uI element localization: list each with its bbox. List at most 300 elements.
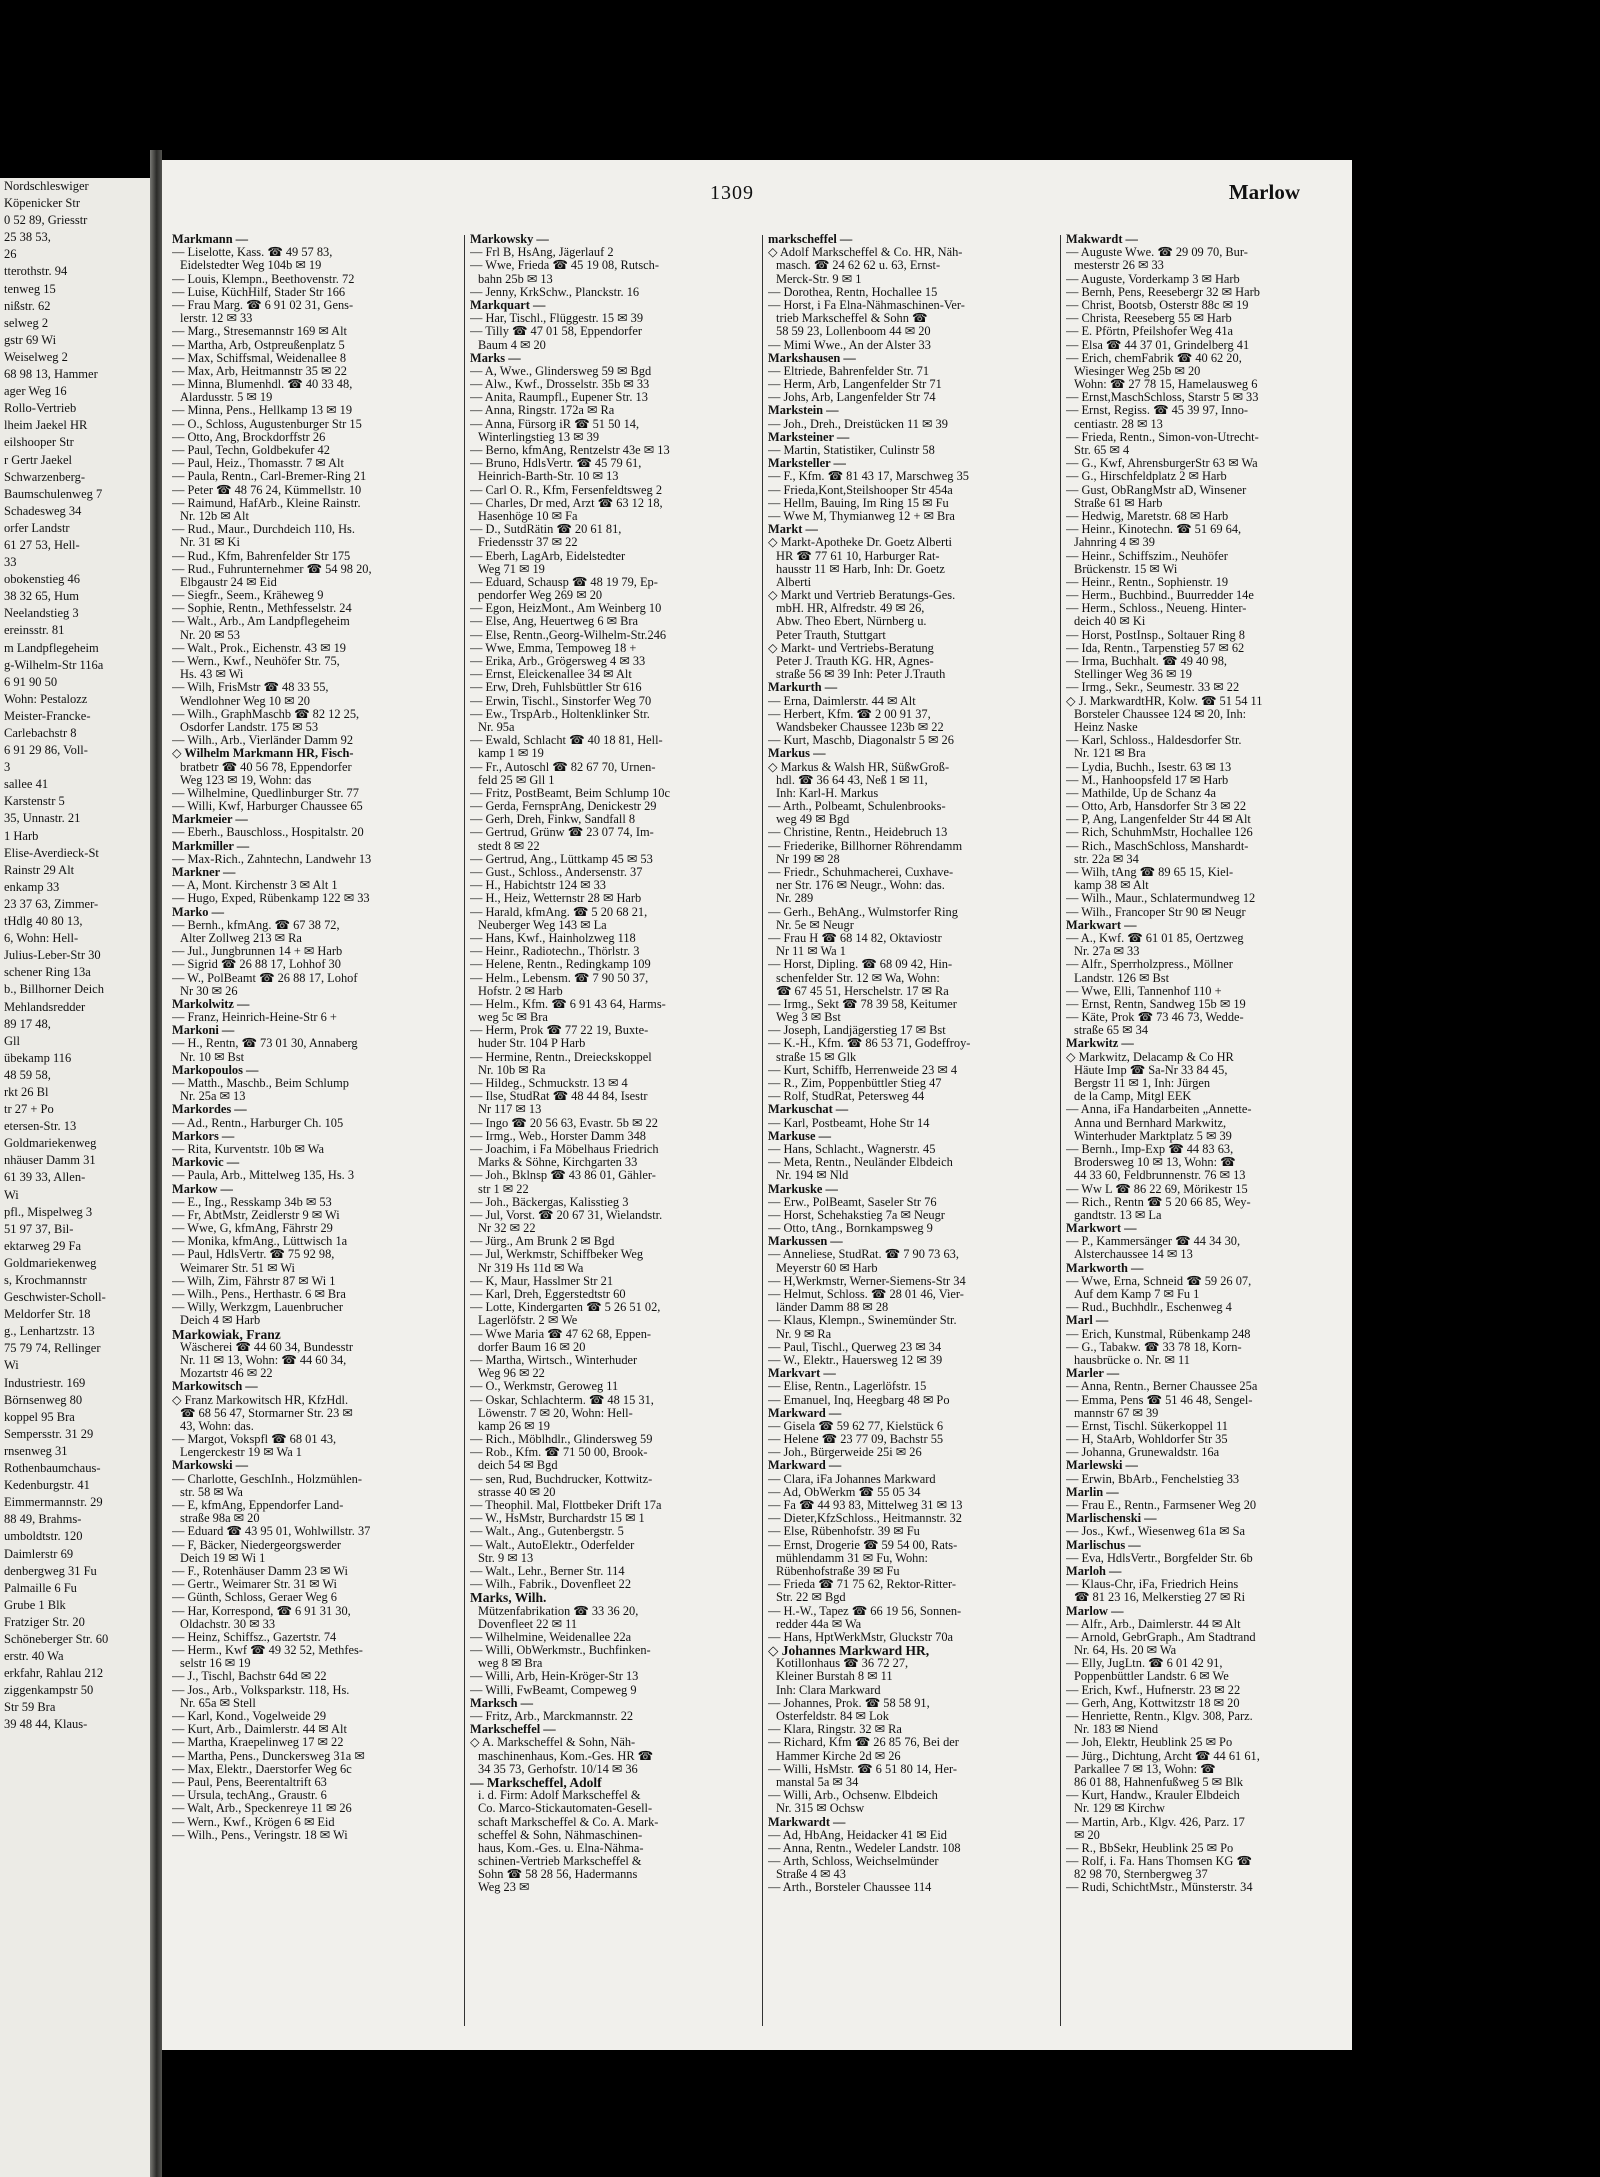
directory-entry-line: — Herm., Schloss., Neueng. Hinter- bbox=[1066, 602, 1247, 616]
left-page-line: ektarweg 29 Fa bbox=[4, 1238, 82, 1253]
directory-entry-line: — Paula, Rentn., Carl-Bremer-Ring 21 bbox=[172, 470, 367, 484]
directory-entry-line: Jahnring 4 ✉ 39 bbox=[1074, 536, 1155, 550]
directory-entry-line: — H,Werkmstr, Werner-Siemens-Str 34 bbox=[768, 1274, 966, 1288]
left-page-line: Mehlandsredder bbox=[4, 999, 86, 1014]
directory-entry-line: — Wilh., Pens., Herthastr. 6 ✉ Bra bbox=[172, 1288, 346, 1301]
directory-entry-line: — Hermine, Rentn., Dreieckskoppel bbox=[470, 1050, 652, 1064]
directory-entry-line: Stellinger Weg 36 ✉ 19 bbox=[1074, 668, 1192, 682]
directory-entry-line: — Bernh., Imp-Exp ☎ 44 83 63, bbox=[1066, 1142, 1234, 1156]
directory-entry-line: — Frieda,Kont,Steilshooper Str 454a bbox=[768, 483, 953, 497]
directory-entry-line: Nr. 12b ✉ Alt bbox=[180, 509, 249, 523]
directory-entry-line: — Alfr., Arb., Daimlerstr. 44 ✉ Alt bbox=[1066, 1617, 1241, 1631]
directory-entry-line: Wendlohner Weg 10 ✉ 20 bbox=[180, 694, 310, 708]
directory-entry-line: — Erw, Dreh, Fuhlsbüttler Str 616 bbox=[470, 681, 642, 695]
left-page-line: rkt 26 Bl bbox=[4, 1084, 49, 1099]
left-page-line: pfl., Mispelweg 3 bbox=[4, 1204, 93, 1219]
directory-entry-line: — M., Hanhoopsfeld 17 ✉ Harb bbox=[1066, 773, 1229, 787]
directory-entry-line: — Dorothea, Rentn, Hochallee 15 bbox=[768, 285, 938, 299]
directory-entry-line: Lengerckestr 19 ✉ Wa 1 bbox=[180, 1446, 303, 1460]
left-page-line: 68 98 13, Hammer bbox=[4, 367, 98, 382]
directory-entry-line: — Tilly ☎ 47 01 58, Eppendorfer bbox=[470, 325, 643, 339]
directory-entry-line: — Eltriede, Bahrenfelder Str. 71 bbox=[768, 364, 930, 378]
directory-entry-line: — Theophil. Mal, Flottbeker Drift 17a bbox=[470, 1499, 662, 1512]
directory-entry-line: — Walt, Arb., Speckenreye 11 ✉ 26 bbox=[172, 1802, 352, 1816]
directory-entry-line: — Lotte, Kindergarten ☎ 5 26 51 02, bbox=[470, 1301, 661, 1315]
directory-entry-line: Nr. 9 ✉ Ra bbox=[776, 1327, 832, 1341]
left-page-line: Str 59 Bra bbox=[4, 1700, 56, 1715]
directory-entry-line: — Käte, Prok ☎ 73 46 73, Wedde- bbox=[1066, 1011, 1244, 1025]
directory-entry-line: HR ☎ 77 61 10, Harburger Rat- bbox=[776, 549, 940, 563]
left-page-line: 26 bbox=[4, 247, 17, 262]
directory-entry-line: — P, Ang, Langenfelder Str 44 ✉ Alt bbox=[1066, 813, 1251, 827]
directory-entry-line: Wiesinger Weg 25b ✉ 20 bbox=[1074, 364, 1201, 378]
directory-entry-line: — Ilse, StudRat ☎ 48 44 84, Isestr bbox=[470, 1090, 648, 1104]
directory-entry-line: — Helene, Rentn., Redingkamp 109 bbox=[470, 958, 651, 972]
directory-entry-line: bahn 25b ✉ 13 bbox=[478, 272, 553, 286]
left-page-line: b., Billhorner Deich bbox=[4, 982, 104, 997]
directory-entry-line: — Anna, Fürsorg iR ☎ 51 50 14, bbox=[470, 417, 640, 431]
directory-entry-line: — Christine, Rentn., Heidebruch 13 bbox=[768, 826, 948, 840]
directory-entry-line: — Joh., Dreh., Dreistücken 11 ✉ 39 bbox=[768, 417, 948, 431]
directory-entry-line: — Wilhelmine, Quedlinburger Str. 77 bbox=[172, 786, 359, 800]
directory-entry-line: huder Str. 104 P Harb bbox=[478, 1037, 586, 1051]
left-page-line: Palmaille 6 Fu bbox=[4, 1580, 77, 1595]
left-page-line: Wi bbox=[4, 1187, 19, 1202]
directory-entry-line: — R., BbSekr, Heublink 25 ✉ Po bbox=[1066, 1841, 1234, 1855]
directory-entry-line: — Jul, Vorst. ☎ 20 67 31, Wielandstr. bbox=[470, 1208, 663, 1222]
directory-entry-line: weg 49 ✉ Bgd bbox=[776, 813, 850, 827]
directory-entry-line: ◇ Adolf Markscheffel & Co. HR, Näh- bbox=[768, 246, 963, 260]
directory-entry-line: — Franz, Heinrich-Heine-Str 6 + bbox=[172, 1011, 337, 1025]
directory-entry-line: Landstr. 126 ✉ Bst bbox=[1074, 971, 1170, 985]
directory-entry-line: — Wwe, Elli, Tannenhof 110 + bbox=[1066, 984, 1222, 998]
directory-entry-line: — Ernst,MaschSchloss, Starstr 5 ✉ 33 bbox=[1066, 391, 1259, 405]
directory-entry-line: — Jos., Arb., Volksparkstr. 118, Hs. bbox=[172, 1683, 350, 1697]
directory-entry-line: — K, Maur, Hasslmer Str 21 bbox=[470, 1274, 614, 1288]
directory-entry-line: Hasenhöge 10 ✉ Fa bbox=[478, 509, 578, 523]
left-page-line: Carlebachstr 8 bbox=[4, 726, 77, 740]
directory-entry-line: — Elsa ☎ 44 37 01, Grindelberg 41 bbox=[1066, 338, 1250, 352]
directory-entry-line: — Bernh, Pens, Reesebergr 32 ✉ Harb bbox=[1066, 285, 1260, 299]
directory-entry-line: Baum 4 ✉ 20 bbox=[478, 338, 546, 352]
directory-entry-line: — Egon, HeizMont., Am Weinberg 10 bbox=[470, 602, 662, 616]
directory-entry-line: Str. 22 ✉ Bgd bbox=[776, 1591, 846, 1605]
directory-entry-line: — Harald, kfmAng. ☎ 5 20 68 21, bbox=[470, 905, 648, 919]
directory-entry-line: Inh: Karl-H. Markus bbox=[776, 786, 879, 800]
directory-entry-line: — Fritz, PostBeamt, Beim Schlump 10c bbox=[470, 786, 670, 800]
column-2 bbox=[470, 233, 755, 2038]
directory-entry-line: — Paul, Tischl., Querweg 23 ✉ 34 bbox=[768, 1340, 942, 1354]
directory-entry-line: — Arnold, GebrGraph., Am Stadtrand bbox=[1066, 1630, 1256, 1644]
directory-entry-line: — Joh., Bklnsp ☎ 43 86 01, Gähler- bbox=[470, 1169, 656, 1183]
directory-entry-line: — Else, Rübenhofstr. 39 ✉ Fu bbox=[768, 1525, 920, 1539]
left-page-line: ager Weg 16 bbox=[4, 384, 67, 399]
left-page-line: tHdlg 40 80 13, bbox=[4, 914, 83, 929]
directory-entry-line: — Wwe Maria ☎ 47 62 68, Eppen- bbox=[470, 1327, 652, 1341]
directory-entry-line: — Emanuel, Inq, Heegbarg 48 ✉ Po bbox=[768, 1393, 950, 1407]
directory-entry-line: — Gertrud, Grünw ☎ 23 07 74, Im- bbox=[470, 826, 654, 840]
directory-entry-line: — Walt., Ang., Gutenbergstr. 5 bbox=[470, 1525, 624, 1539]
directory-entry-line: Elbgaustr 24 ✉ Eid bbox=[180, 575, 277, 589]
directory-entry-line: — Wern., Kwf., Neuhöfer Str. 75, bbox=[172, 655, 340, 668]
left-page-line: Börnsenweg 80 bbox=[4, 1392, 83, 1407]
directory-entry-line: — Erich, Kwf., Hufnerstr. 23 ✉ 22 bbox=[1066, 1683, 1241, 1697]
directory-entry-line: — Max, Arb, Heitmannstr 35 ✉ 22 bbox=[172, 364, 347, 378]
directory-entry-line: — Anita, Raumpfl., Eupener Str. 13 bbox=[470, 391, 648, 405]
directory-entry-line: — Fr., Autoschl ☎ 82 67 70, Urnen- bbox=[470, 760, 656, 774]
directory-entry-line: — Erwin, BbArb., Fenchelstieg 33 bbox=[1066, 1472, 1240, 1486]
directory-entry-line: Nr. 10b ✉ Ra bbox=[478, 1063, 546, 1077]
directory-entry-line: Anna und Bernhard Markwitz, bbox=[1074, 1116, 1227, 1130]
entry-heading: Marlischus — bbox=[1066, 1538, 1141, 1552]
column-4 bbox=[1066, 233, 1342, 2038]
left-page-line: 61 39 33, Allen- bbox=[4, 1170, 86, 1185]
left-page-line: erkfahr, Rahlau 212 bbox=[4, 1666, 104, 1681]
left-page-line: s, Krochmannstr bbox=[4, 1273, 87, 1287]
directory-entry-line: — Herbert, Kfm. ☎ 2 00 91 37, bbox=[768, 707, 931, 721]
directory-entry-line: — Willi, FwBeamt, Compeweg 9 bbox=[470, 1683, 637, 1697]
entry-heading: Marler — bbox=[1066, 1367, 1120, 1381]
directory-entry-line: — Carl O. R., Kfm, Fersenfeldtsweg 2 bbox=[470, 483, 663, 497]
directory-entry-line: — E. Pförtn, Pfeilshofer Weg 41a bbox=[1066, 325, 1234, 339]
directory-entry-line: Dovenfleet 22 ✉ 11 bbox=[478, 1617, 578, 1631]
directory-entry-line: mühlendamm 31 ✉ Fu, Wohn: bbox=[776, 1551, 928, 1565]
column-1 bbox=[172, 233, 457, 2038]
directory-entry-line: — Erw., PolBeamt, Saseler Str 76 bbox=[768, 1195, 937, 1209]
left-page-line: 3 bbox=[4, 760, 11, 775]
directory-entry-line: — Wilh., Maur., Schlatermundweg 12 bbox=[1066, 892, 1256, 906]
entry-heading: Marlin — bbox=[1066, 1485, 1119, 1499]
directory-entry-line: — Rud., Kfm, Bahrenfelder Str 175 bbox=[172, 549, 351, 563]
directory-entry-line: — Eberh., Bauschloss., Hospitalstr. 20 bbox=[172, 826, 364, 840]
directory-entry-line: — Martha, Kraepelinweg 17 ✉ 22 bbox=[172, 1736, 344, 1750]
directory-entry-line: — Frieda ☎ 71 75 62, Rektor-Ritter- bbox=[768, 1578, 957, 1592]
directory-entry-line: hdl. ☎ 36 64 43, Neß 1 ✉ 11, bbox=[776, 773, 928, 787]
directory-entry-line: — Rich, SchuhmMstr, Hochallee 126 bbox=[1066, 826, 1253, 840]
left-page-line: Daimlerstr 69 bbox=[4, 1546, 74, 1561]
left-page-line: Schwarzenberg- bbox=[4, 469, 85, 484]
directory-entry-line: — Wilh, FrisMstr ☎ 48 33 55, bbox=[172, 681, 329, 695]
directory-entry-line: — Horst, Dipling. ☎ 68 09 42, Hin- bbox=[768, 958, 953, 972]
directory-entry-line: schenfelder Str. 12 ✉ Wa, Wohn: bbox=[776, 971, 940, 985]
directory-entry-line: — Walt., AutoElektr., Oderfelder bbox=[470, 1538, 635, 1552]
left-page-line: Sempersstr. 31 29 bbox=[4, 1426, 94, 1441]
directory-entry-line: Wandsbeker Chaussee 123b ✉ 22 bbox=[776, 720, 944, 734]
directory-entry-line: Nr. 95a bbox=[478, 720, 515, 734]
directory-entry-line: — H.-W., Tapez ☎ 66 19 56, Sonnen- bbox=[768, 1604, 962, 1618]
directory-page bbox=[162, 160, 1352, 2050]
directory-entry-line: — Ernst, Rentn, Sandweg 15b ✉ 19 bbox=[1066, 997, 1246, 1011]
directory-entry-line: — Helm., Lebensm. ☎ 7 90 50 37, bbox=[470, 971, 649, 985]
directory-entry-line: — Ww L ☎ 86 22 69, Mörikestr 15 bbox=[1066, 1182, 1248, 1196]
directory-entry-line: str 1 ✉ 22 bbox=[478, 1182, 529, 1196]
directory-entry-line: Nr. 20 ✉ 53 bbox=[180, 628, 240, 642]
directory-entry-line: — Bruno, HdlsVertr. ☎ 45 79 61, bbox=[470, 457, 642, 471]
entry-heading: Marks — bbox=[470, 351, 521, 365]
entry-heading: Markwort — bbox=[1066, 1222, 1137, 1236]
directory-entry-line: — H., Heiz, Wetternstr 28 ✉ Harb bbox=[470, 892, 642, 906]
directory-entry-line: — Otto, Arb, Hansdorfer Str 3 ✉ 22 bbox=[1066, 800, 1247, 814]
directory-entry-line: — Ernst, Tischl. Sükerkoppel 11 bbox=[1066, 1419, 1229, 1433]
directory-entry-line: ◇ J. MarkwardtHR, Kolw. ☎ 51 54 11 bbox=[1066, 694, 1263, 708]
directory-entry-line: — Johanna, Grunewaldstr. 16a bbox=[1066, 1446, 1220, 1460]
directory-entry-line: — Har, Korrespond, ☎ 6 91 31 30, bbox=[172, 1604, 351, 1618]
directory-entry-line: Häute Imp ☎ Sa-Nr 33 84 45, bbox=[1074, 1063, 1228, 1077]
left-page-line: 48 59 58, bbox=[4, 1067, 51, 1082]
left-page-line: 39 48 44, Klaus- bbox=[4, 1717, 88, 1732]
directory-entry-line: — Christa, Reeseberg 55 ✉ Harb bbox=[1066, 312, 1232, 326]
entry-heading: Markurth — bbox=[768, 681, 838, 695]
directory-entry-line: centiastr. 28 ✉ 13 bbox=[1074, 417, 1163, 431]
directory-entry-line: Hs. 43 ✉ Wi bbox=[180, 668, 244, 682]
book-gutter bbox=[150, 150, 162, 2177]
directory-entry-line: — Willi, Arb., Ochsenw. Elbdeich bbox=[768, 1789, 938, 1803]
entry-heading: Markowiak, Franz bbox=[172, 1327, 281, 1341]
directory-entry-line: — Gerh., BehAng., Wulmstorfer Ring bbox=[768, 905, 958, 919]
directory-entry-line: — F., Kfm. ☎ 81 43 17, Marschweg 35 bbox=[768, 470, 969, 484]
directory-entry-line: weg 8 ✉ Bra bbox=[478, 1657, 543, 1671]
directory-entry-line: — Rolf, i. Fa. Hans Thomsen KG ☎ bbox=[1066, 1855, 1252, 1869]
directory-entry-line: — Fritz, Arb., Marckmannstr. 22 bbox=[470, 1710, 634, 1723]
directory-entry-line: deich 40 ✉ Ki bbox=[1074, 615, 1146, 629]
directory-entry-line: Weg 71 ✉ 19 bbox=[478, 562, 545, 576]
directory-entry-line: — Gust., Schloss., Andersenstr. 37 bbox=[470, 866, 643, 879]
directory-entry-line: — Heinr., Schiffszim., Neuhöfer bbox=[1066, 549, 1228, 563]
directory-entry-line: — K.-H., Kfm. ☎ 86 53 71, Godeffroy- bbox=[768, 1037, 971, 1051]
directory-entry-line: Oldachstr. 30 ✉ 33 bbox=[180, 1617, 276, 1631]
directory-entry-line: — Bernh., kfmAng. ☎ 67 38 72, bbox=[172, 918, 340, 932]
left-page-line: 6, Wohn: Hell- bbox=[4, 931, 79, 946]
directory-entry-line: — Auguste Wwe. ☎ 29 09 70, Bur- bbox=[1066, 246, 1248, 260]
directory-entry-line: bratbetr ☎ 40 56 78, Eppendorfer bbox=[180, 760, 352, 774]
directory-entry-line: — Kurt, Schiffb, Herrenweide 23 ✉ 4 bbox=[768, 1063, 958, 1077]
entry-heading: ◇ Wilhelm Markmann HR, Fisch- bbox=[172, 747, 354, 761]
left-page-line: 89 17 48, bbox=[4, 1016, 51, 1031]
left-page-line: Köpenicker Str bbox=[4, 196, 81, 211]
directory-entry-line: — Walt., Prok., Eichenstr. 43 ✉ 19 bbox=[172, 641, 347, 655]
directory-entry-line: — Anna, iFa Handarbeiten „Annette- bbox=[1066, 1103, 1252, 1117]
directory-entry-line: Straße 4 ✉ 43 bbox=[776, 1868, 846, 1882]
left-page-line: 0 52 89, Griesstr bbox=[4, 213, 88, 228]
directory-entry-line: Weimarer Str. 51 ✉ Wi bbox=[180, 1261, 295, 1275]
directory-entry-line: ◇ Markt- und Vertriebs-Beratung bbox=[768, 641, 934, 655]
left-page-line: m Landpflegeheim bbox=[4, 640, 99, 655]
directory-entry-line: mannstr 67 ✉ 39 bbox=[1074, 1406, 1159, 1420]
directory-entry-line: — Wwe, Frieda ☎ 45 19 08, Rutsch- bbox=[470, 259, 659, 273]
directory-entry-line: — Ad, ObWerkm ☎ 55 05 34 bbox=[768, 1485, 921, 1499]
left-page-line: Meister-Francke- bbox=[4, 708, 91, 723]
directory-entry-line: kamp 26 ✉ 19 bbox=[478, 1419, 550, 1433]
directory-entry-line: — Arth, Schloss, Weichselmünder bbox=[768, 1855, 939, 1869]
directory-entry-line: Rübenhofstraße 39 ✉ Fu bbox=[776, 1564, 900, 1578]
directory-entry-line: — Wwe, Erna, Schneid ☎ 59 26 07, bbox=[1066, 1274, 1252, 1288]
directory-entry-line: Meyerstr 60 ✉ Harb bbox=[776, 1261, 878, 1275]
directory-entry-line: — Horst, PostInsp., Soltauer Ring 8 bbox=[1066, 628, 1245, 642]
directory-entry-line: — Frau Marg. ☎ 6 91 02 31, Gens- bbox=[172, 298, 354, 312]
entry-heading: Markwitz — bbox=[1066, 1037, 1134, 1051]
directory-entry-line: Marks & Söhne, Kirchgarten 33 bbox=[478, 1156, 638, 1170]
directory-entry-line: — Paul, Techn, Goldbekufer 42 bbox=[172, 444, 330, 457]
directory-entry-line: Deich 19 ✉ Wi 1 bbox=[180, 1551, 266, 1565]
directory-entry-line: Nr. 27a ✉ 33 bbox=[1074, 945, 1140, 959]
directory-entry-line: — Heinr., Rentn., Sophienstr. 19 bbox=[1066, 575, 1229, 589]
directory-entry-line: — Irmg., Web., Horster Damm 348 bbox=[470, 1129, 646, 1143]
left-page-line: nhäuser Damm 31 bbox=[4, 1153, 96, 1168]
directory-entry-line: Abw. Theo Ebert, Nürnberg u. bbox=[776, 615, 927, 629]
directory-entry-line: — Gust, ObRangMstr aD, Winsener bbox=[1066, 483, 1247, 497]
directory-entry-line: 44 33 60, Feldbrunnenstr. 76 ✉ 13 bbox=[1074, 1169, 1246, 1183]
directory-entry-line: Lagerlöfstr. 2 ✉ We bbox=[478, 1314, 578, 1328]
directory-entry-line: — Matth., Maschb., Beim Schlump bbox=[172, 1077, 349, 1090]
directory-entry-line: — Ew., TrspArb., Holtenklinker Str. bbox=[470, 707, 650, 721]
directory-entry-line: — Ad., Rentn., Harburger Ch. 105 bbox=[172, 1116, 344, 1130]
left-page-line: Wohn: Pestalozz bbox=[4, 691, 88, 706]
left-page-line: selweg 2 bbox=[4, 315, 49, 330]
directory-entry-line: — Sigrid ☎ 26 88 17, Lohhof 30 bbox=[172, 958, 341, 972]
directory-entry-line: — Heinz, Schiffsz., Gazertstr. 74 bbox=[172, 1630, 337, 1644]
directory-entry-line: ner Str. 176 ✉ Neugr., Wohn: das. bbox=[776, 879, 945, 893]
left-page-line: Goldmariekenweg bbox=[4, 1255, 97, 1270]
directory-entry-line: — Helm., Kfm. ☎ 6 91 43 64, Harms- bbox=[470, 997, 666, 1011]
directory-entry-line: — Marg., Stresemannstr 169 ✉ Alt bbox=[172, 325, 348, 339]
entry-heading: Markscheffel — bbox=[470, 1723, 556, 1737]
directory-entry-line: — A, Mont. Kirchenstr 3 ✉ Alt 1 bbox=[172, 879, 338, 893]
left-page-line: gstr 69 Wi bbox=[4, 332, 57, 347]
directory-entry-line: — Ernst, Eleickenallee 34 ✉ Alt bbox=[470, 668, 632, 682]
left-page-line: Gll bbox=[4, 1033, 20, 1048]
entry-heading: Markopoulos — bbox=[172, 1063, 259, 1077]
left-page-line: 6 91 29 86, Voll- bbox=[4, 743, 88, 758]
directory-entry-line: — Alw., Kwf., Drosselstr. 35b ✉ 33 bbox=[470, 378, 650, 392]
directory-entry-line: — P., Kammersänger ☎ 44 34 30, bbox=[1066, 1235, 1241, 1249]
directory-entry-line: gandtstr. 13 ✉ La bbox=[1074, 1208, 1162, 1222]
directory-entry-line: — Margot, Vokspfl ☎ 68 01 43, bbox=[172, 1433, 337, 1447]
directory-entry-line: — Irma, Buchhalt. ☎ 49 40 98, bbox=[1066, 655, 1227, 668]
directory-entry-line: — Jos., Kwf., Wiesenweg 61a ✉ Sa bbox=[1066, 1525, 1245, 1539]
directory-entry-line: — Max-Rich., Zahntechn, Landwehr 13 bbox=[172, 852, 372, 866]
directory-entry-line: — Günth, Schloss, Geraer Weg 6 bbox=[172, 1591, 337, 1605]
directory-entry-line: Eidelstedter Weg 104b ✉ 19 bbox=[180, 259, 322, 273]
directory-entry-line: — Eduard, Schausp ☎ 48 19 79, Ep- bbox=[470, 575, 658, 589]
running-head: Marlow bbox=[1228, 180, 1300, 204]
directory-entry-line: — Else, Rentn.,Georg-Wilhelm-Str.246 bbox=[470, 628, 667, 642]
left-page-line: 1 Harb bbox=[4, 828, 39, 843]
directory-entry-line: — Joh., Bäckergas, Kalisstieg 3 bbox=[470, 1195, 629, 1209]
directory-entry-line: — O., Schloss, Augustenburger Str 15 bbox=[172, 417, 362, 431]
directory-entry-line: — Ingo ☎ 20 56 63, Evastr. 5b ✉ 22 bbox=[470, 1116, 658, 1130]
left-page-line: Grube 1 Blk bbox=[4, 1597, 66, 1612]
directory-entry-line: Str. 65 ✉ 4 bbox=[1074, 444, 1130, 457]
directory-entry-line: Nr. 5e ✉ Neugr bbox=[776, 918, 854, 932]
directory-entry-line: — Paul, HdlsVertr. ☎ 75 92 98, bbox=[172, 1248, 335, 1262]
directory-entry-line: — Arth., Borsteler Chaussee 114 bbox=[768, 1881, 932, 1895]
left-page-line: Elise-Averdieck-St bbox=[4, 845, 99, 860]
directory-entry-line: — Fa ☎ 44 93 83, Mittelweg 31 ✉ 13 bbox=[768, 1499, 963, 1512]
directory-entry-line: — Walt., Arb., Am Landpflegeheim bbox=[172, 615, 350, 629]
entry-heading: Markner — bbox=[172, 866, 236, 879]
entry-heading: Marl — bbox=[1066, 1314, 1109, 1328]
directory-entry-line: Löwenstr. 7 ✉ 20, Wohn: Hell- bbox=[478, 1406, 633, 1420]
entry-heading: Markshausen — bbox=[768, 351, 856, 365]
directory-entry-line: dorfer Baum 16 ✉ 20 bbox=[478, 1340, 586, 1354]
directory-entry-line: Winterlingstieg 13 ✉ 39 bbox=[478, 430, 600, 444]
directory-entry-line: straße 15 ✉ Glk bbox=[776, 1050, 857, 1064]
directory-entry-line: — Rud., Buchhdlr., Eschenweg 4 bbox=[1066, 1301, 1232, 1315]
directory-entry-line: — Rudi, SchichtMstr., Münsterstr. 34 bbox=[1066, 1881, 1253, 1895]
directory-entry-line: — Otto, tAng., Bornkampsweg 9 bbox=[768, 1222, 933, 1236]
left-page-fragment bbox=[0, 178, 150, 2177]
left-page-line: nißstr. 62 bbox=[4, 298, 51, 313]
directory-entry-line: — Wwe, G, kfmAng, Fährstr 29 bbox=[172, 1222, 333, 1236]
directory-entry-line: — Helene ☎ 23 77 09, Bachstr 55 bbox=[768, 1433, 944, 1447]
directory-entry-line: — D., SutdRätin ☎ 20 61 81, bbox=[470, 523, 622, 537]
directory-entry-line: — H., Rentn, ☎ 73 01 30, Annaberg bbox=[172, 1037, 358, 1051]
entry-heading: Makwardt — bbox=[1066, 233, 1138, 246]
directory-entry-line: — Klaus, Klempn., Swinemünder Str. bbox=[768, 1314, 957, 1328]
directory-entry-line: lerstr. 12 ✉ 33 bbox=[180, 312, 253, 326]
directory-entry-line: Brodersweg 10 ✉ 13, Wohn: ☎ bbox=[1074, 1156, 1236, 1170]
directory-columns bbox=[172, 233, 1342, 2038]
entry-heading: Marksteller — bbox=[768, 457, 846, 471]
directory-entry-line: stedt 8 ✉ 22 bbox=[478, 839, 540, 853]
entry-heading: ◇ Johannes Markward HR, bbox=[768, 1644, 930, 1658]
directory-entry-line: — Martha, Pens., Dunckersweg 31a ✉ bbox=[172, 1749, 365, 1763]
directory-entry-line: — Oskar, Schlachterm. ☎ 48 15 31, bbox=[470, 1393, 654, 1407]
directory-entry-line: — Ewald, Schlacht ☎ 40 18 81, Hell- bbox=[470, 734, 663, 748]
directory-entry-line: Merck-Str. 9 ✉ 1 bbox=[776, 272, 862, 286]
directory-entry-line: — Herm., Kwf ☎ 49 32 52, Methfes- bbox=[172, 1644, 363, 1658]
directory-entry-line: — Erwin, Tischl., Sinstorfer Weg 70 bbox=[470, 694, 652, 708]
left-page-line: Rothenbaumchaus- bbox=[4, 1461, 101, 1476]
directory-entry-line: — Jenny, KrkSchw., Planckstr. 16 bbox=[470, 285, 640, 299]
column-rule bbox=[464, 235, 465, 2026]
left-page-line: g., Lenhartzstr. 13 bbox=[4, 1324, 95, 1339]
directory-entry-line: schaft Markscheffel & Co. A. Mark- bbox=[478, 1815, 659, 1829]
directory-entry-line: Nr. 10 ✉ Bst bbox=[180, 1050, 245, 1064]
directory-entry-line: Nr 319 Hs 11d ✉ Wa bbox=[478, 1261, 584, 1275]
directory-entry-line: Wäscherei ☎ 44 60 34, Bundesstr bbox=[180, 1340, 354, 1354]
left-page-line: Meldorfer Str. 18 bbox=[4, 1307, 91, 1322]
left-page-line: 38 32 65, Hum bbox=[4, 589, 79, 604]
directory-entry-line: — Anna, Rentn., Wedeler Landstr. 108 bbox=[768, 1841, 961, 1855]
directory-entry-line: i. d. Firm: Adolf Markscheffel & bbox=[478, 1789, 641, 1803]
directory-entry-line: — G., Tabakw. ☎ 33 78 18, Korn- bbox=[1066, 1340, 1242, 1354]
left-page-line: umboldtstr. 120 bbox=[4, 1529, 83, 1544]
left-page-line: Goldmariekenweg bbox=[4, 1136, 97, 1151]
left-page-line: 6 91 90 50 bbox=[4, 674, 58, 689]
directory-entry-line: — Gerh, Ang, Kottwitzstr 18 ✉ 20 bbox=[1066, 1696, 1240, 1710]
entry-heading: Markuse — bbox=[768, 1129, 831, 1143]
directory-entry-line: — Erich, chemFabrik ☎ 40 62 20, bbox=[1066, 351, 1242, 365]
left-page-line: eilshooper Str bbox=[4, 435, 74, 450]
directory-entry-line: kamp 38 ✉ Alt bbox=[1074, 879, 1149, 893]
directory-entry-line: — Willy, Werkzgm, Lauenbrucher bbox=[172, 1301, 343, 1315]
directory-entry-line: Co. Marco-Stickautomaten-Gesell- bbox=[478, 1802, 653, 1816]
directory-entry-line: — Wilh, tAng ☎ 89 65 15, Kiel- bbox=[1066, 866, 1234, 879]
left-page-line: Geschwister-Scholl- bbox=[4, 1290, 106, 1305]
left-page-line: Weiselweg 2 bbox=[4, 349, 68, 364]
directory-entry-line: Hofstr. 2 ✉ Harb bbox=[478, 984, 563, 998]
directory-entry-line: — Wilhelmine, Weidenallee 22a bbox=[470, 1630, 632, 1644]
left-page-line: 61 27 53, Hell- bbox=[4, 537, 80, 552]
directory-entry-line: Deich 4 ✉ Harb bbox=[180, 1314, 261, 1328]
entry-heading: Markoni — bbox=[172, 1024, 235, 1038]
directory-entry-line: Alardusstr. 5 ✉ 19 bbox=[180, 391, 273, 405]
directory-entry-line: Peter Trauth, Stuttgart bbox=[776, 628, 886, 642]
directory-entry-line: — Wwe M, Thymianweg 12 + ✉ Bra bbox=[768, 509, 955, 523]
directory-entry-line: — Karl, Dreh, Eggerstedtstr 60 bbox=[470, 1288, 626, 1301]
left-page-line: denbergweg 31 Fu bbox=[4, 1563, 97, 1578]
